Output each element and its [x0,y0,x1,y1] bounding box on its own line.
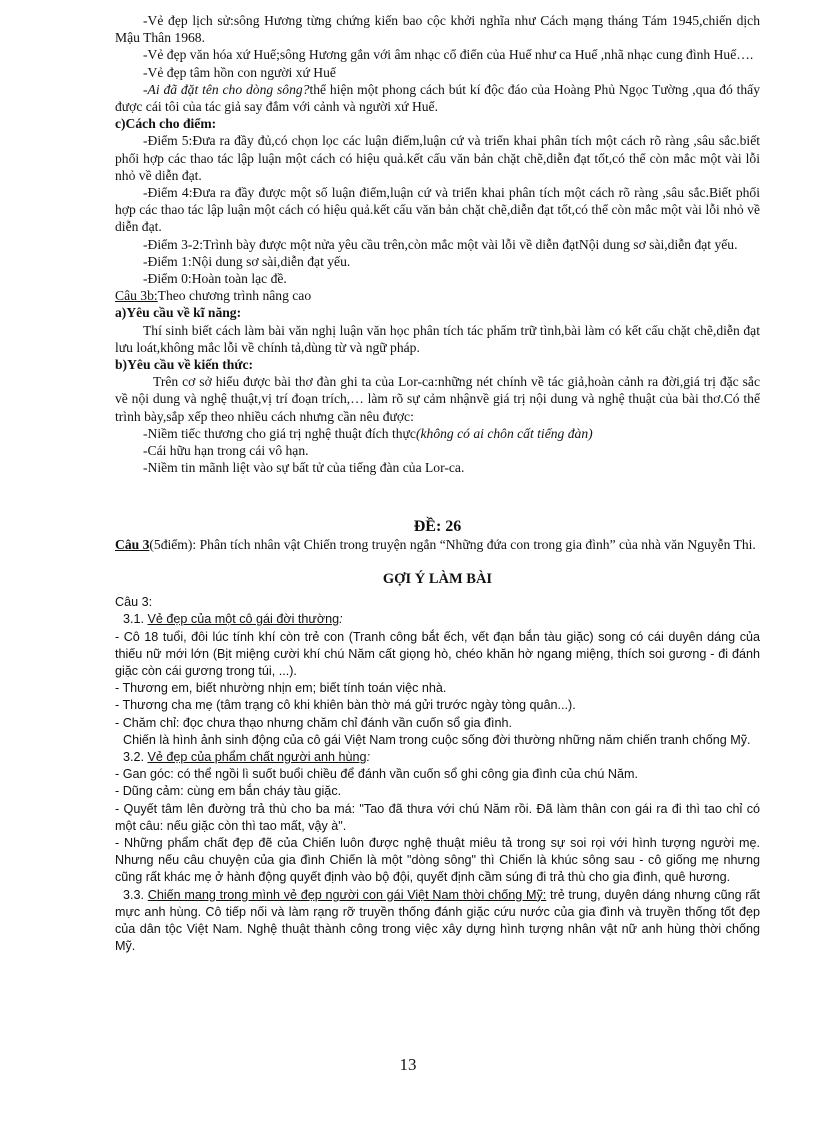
underlined-label: Câu 3b: [115,288,158,304]
italic-text: -Ai đã đặt tên cho dòng sông? [143,81,310,97]
subsection-number: 3.2. [123,749,145,764]
paragraph: -Điểm 4:Đưa ra đầy được một số luận điểm,luận cứ và triển khai phân tích một cách rõ ràng ,sâu sắc.Biết phối hợp các thao tác lập luận một cách có hiệu quả.kết cấu văn bản chặt chẽ,diễn đạt tốt,có thể còn mắc một vài lỗi nhỏ về diễn đạt. [115,185,760,235]
spacer [115,476,760,518]
subsection-title: Chiến mang trong mình vẻ đẹp người con gái Việt Nam thời chống Mỹ: [147,887,547,902]
italic-text: (không có ai chôn cất tiếng đàn) [415,425,593,441]
paragraph: - Chăm chỉ: đọc chưa thạo nhưng chăm chỉ đánh vần cuốn sổ gia đình. [115,715,513,730]
paragraph: - Những phẩm chất đẹp đẽ của Chiến luôn được nghệ thuật miêu tả trong sự soi rọi với hình tượng người mẹ. Nhưng nếu câu chuyện của gia đình Chiến là một "dòng sông" thì Chiến là khúc sông sau - cô giống mẹ nhưng cũng rất khác mẹ ở hành động quyết định vào bộ đội, quyết định cầm súng đi trả thù cho gia đình, quê hương. [115,835,760,885]
paragraph: -Vẻ đẹp tâm hồn con người xứ Huế [143,64,336,80]
section-heading: b)Yêu cầu về kiến thức: [115,357,254,373]
paragraph [115,287,760,304]
subsection-heading [115,749,760,766]
paragraph: -Điểm 5:Đưa ra đầy đủ,có chọn lọc các luận điểm,luận cứ và triển khai phân tích một cách rõ ràng ,sâu sắc.biết phối hợp các thao tác lập luận một cách có hiệu quả.kết cấu văn bản chặt chẽ,diễn đạt tốt,có thể còn mắc một vài lỗi nhỏ về diễn đạt. [115,133,760,183]
question [115,536,760,553]
paragraph: - Thương cha mẹ (tâm trạng cô khi khiên bàn thờ má gửi trước ngày tòng quân...). [115,698,576,713]
paragraph: -Điểm 1:Nội dung sơ sài,diễn đạt yếu. [143,253,351,269]
exam-title: ĐỀ: 26 [413,518,462,536]
text: Theo chương trình nâng cao [157,288,312,304]
guide-body [115,594,760,955]
paragraph: Chiến là hình ảnh sinh động của cô gái Việt Nam trong cuộc sống đời thường những năm chiến tranh chống Mỹ. [123,732,751,747]
paragraph: -Điểm 3-2:Trình bày được một nửa yêu cầu trên,còn mắc một vài lỗi về diễn đạtNội dung sơ sài,diễn đạt yếu. [143,236,738,252]
paragraph [115,887,760,956]
subsection-number: 3.3. [123,887,145,902]
subsection-title: Vẻ đẹp của phẩm chất người anh hùng [147,749,367,764]
document-body [115,12,760,955]
guide-title: GỢI Ý LÀM BÀI [382,570,493,587]
paragraph: Câu 3: [115,595,153,610]
paragraph: - Thương em, biết nhường nhịn em; biết tính toán việc nhà. [115,681,447,696]
question-label: Câu 3 [115,536,150,552]
paragraph: - Gan góc: có thể ngồi lì suốt buổi chiều để đánh vần cuốn sổ ghi công gia đình của chú Năm. [115,767,638,782]
section-heading: c)Cách cho điểm: [115,116,217,132]
paragraph [115,425,760,442]
paragraph: - Cô 18 tuổi, đôi lúc tính khí còn trẻ con (Tranh công bắt ếch, vết đạn bắn tàu giặc) song có cái duyên dáng của thiếu nữ mới lớn (Bịt miệng cười khí chú Năm cất giọng hò, chéo khăn hờ ngang miệng, thích soi gương - đi đánh giặc còn cái gương trong túi, ...). [115,629,760,678]
subsection-title: Vẻ đẹp của một cô gái đời thường [147,612,340,627]
subsection-number: 3.1. [123,612,145,627]
paragraph: -Niềm tin mãnh liệt vào sự bất tử của tiếng đàn của Lor-ca. [143,460,465,476]
colon: : [366,749,371,764]
paragraph [115,81,760,115]
question-text: (5điểm): Phân tích nhân vật Chiến trong truyện ngắn “Những đứa con trong gia đình” của nhà văn Nguyễn Thi. [149,536,756,552]
paragraph: -Điểm 0:Hoàn toàn lạc đề. [143,271,287,287]
text: -Niềm tiếc thương cho giá trị nghệ thuật đích thực [143,425,416,441]
paragraph: - Quyết tâm lên đường trả thù cho ba má: "Tao đã thưa với chú Năm rồi. Đã làm thân con gái ra đi thì tao chỉ có một câu: nếu giặc còn thì tao mất, vậy à". [115,801,760,833]
paragraph: Trên cơ sở hiểu được bài thơ đàn ghi ta của Lor-ca:những nét chính về tác giả,hoàn cảnh ra đời,giá trị đặc sắc về nội dung và nghệ thuật,vị trí đoạn trích,… làm rõ sự cảm nhậnvề giá trị nội dung và nghệ thuật của bài thơ.Có thể trình bày,sắp xếp theo nhiều cách nhưng cần nêu được: [115,374,760,424]
section-heading: a)Yêu cầu về kĩ năng: [115,305,242,321]
text: trẻ trung, duyên dáng nhưng cũng rất mực anh hùng. Cô tiếp nối và làm rạng rỡ truyền thống đánh giặc cứu nước của gia đình và truyền thống tốt đẹp của dân tộc Việt Nam. Nghệ thuật thành công trong việc xây dựng hình tượng nhân vật nữ anh hùng thời chống Mỹ. [115,887,760,954]
colon: : [339,612,343,627]
paragraph: Thí sinh biết cách làm bài văn nghị luận văn học phân tích tác phẩm trữ tình,bài làm có kết cấu chặt chẽ,diễn đạt lưu loát,không mắc lỗi về chính tả,dùng từ và ngữ pháp. [115,322,760,355]
spacer [115,553,760,571]
paragraph: -Cái hữu hạn trong cái vô hạn. [143,443,309,459]
subsection-heading [115,611,760,628]
page-number: 13 [399,1055,417,1074]
text: thể hiện một phong cách bút kí độc đáo của Hoàng Phủ Ngọc Tường ,qua đó thấy được cái tôi của tác giả say đắm với cảnh và người xứ Huế. [115,81,760,115]
paragraph: - Dũng cảm: cùng em bắn cháy tàu giặc. [115,784,342,799]
paragraph: -Vẻ đẹp lịch sử:sông Hương từng chứng kiến bao cộc khởi nghĩa như Cách mạng tháng Tám 1945,chiến dịch Mậu Thân 1968. [115,13,760,46]
paragraph: -Vẻ đẹp văn hóa xứ Huế;sông Hương gắn với âm nhạc cổ điển của Huế như ca Huế ,nhã nhạc cung đình Huế…. [143,47,754,63]
